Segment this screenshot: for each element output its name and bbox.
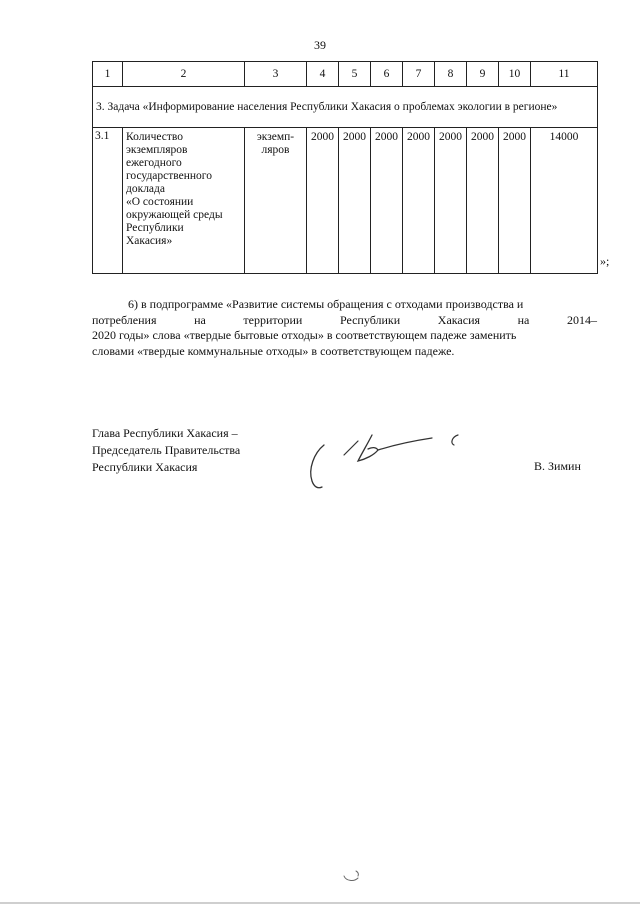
name-line: экземпляров (126, 144, 188, 156)
header-cell: 4 (307, 62, 339, 87)
value-cell: 2000 (403, 128, 435, 274)
paragraph-line: 2020 годы» слова «твердые бытовые отходы» в соответствующем падеже заменить (92, 328, 517, 342)
value-cell: 2000 (499, 128, 531, 274)
indicator-name (123, 128, 245, 274)
paragraph-line: словами «твердые коммунальные отходы» в соответствующем падеже. (92, 343, 455, 358)
page-number: 39 (314, 38, 326, 52)
name-line: «О состоянии (126, 196, 194, 208)
amendment-paragraph (92, 297, 597, 359)
value-cell: 2000 (339, 128, 371, 274)
header-cell: 9 (467, 62, 499, 87)
scan-edge-line (0, 902, 640, 904)
total-cell: 14000 (531, 128, 598, 274)
name-line: ежегодного (126, 157, 182, 169)
title-line: Председатель Правительства (92, 443, 241, 457)
unit-line: ляров (261, 144, 290, 156)
table-header-row (93, 62, 598, 87)
paragraph-line: 6) в подпрограмме «Развитие системы обращения с отходами производства и (128, 297, 524, 311)
task-row (93, 87, 598, 128)
header-cell: 5 (339, 62, 371, 87)
paragraph-line: потребления на территории Республики Хакасия на 2014– (92, 312, 597, 327)
handwritten-signature (300, 425, 470, 495)
name-line: государственного (126, 170, 212, 182)
table-row (93, 128, 598, 274)
title-line: Республики Хакасия (92, 460, 198, 474)
value-cell: 2000 (467, 128, 499, 274)
header-cell: 1 (93, 62, 123, 87)
name-line: Республики (126, 222, 184, 234)
signatory-title (92, 425, 240, 476)
signer-name: В. Зимин (534, 459, 581, 473)
title-line: Глава Республики Хакасия – (92, 426, 238, 440)
name-line: окружающей среды (126, 209, 223, 221)
header-cell: 2 (123, 62, 245, 87)
header-cell: 7 (403, 62, 435, 87)
name-line: Хакасия» (126, 235, 173, 247)
task-title: 3. Задача «Информирование населения Республики Хакасия о проблемах экологии в регионе» (93, 87, 598, 128)
header-cell: 10 (499, 62, 531, 87)
unit-cell (245, 128, 307, 274)
name-line: Количество (126, 131, 183, 143)
scan-mark (340, 868, 366, 884)
header-cell: 6 (371, 62, 403, 87)
value-cell: 2000 (307, 128, 339, 274)
name-line: доклада (126, 183, 165, 195)
unit-line: экземп- (256, 131, 295, 143)
row-index: 3.1 (93, 128, 123, 274)
value-cell: 2000 (435, 128, 467, 274)
header-cell: 11 (531, 62, 598, 87)
header-cell: 3 (245, 62, 307, 87)
value-cell: 2000 (371, 128, 403, 274)
closing-quote: »; (600, 254, 610, 268)
indicators-table (92, 61, 598, 274)
header-cell: 8 (435, 62, 467, 87)
